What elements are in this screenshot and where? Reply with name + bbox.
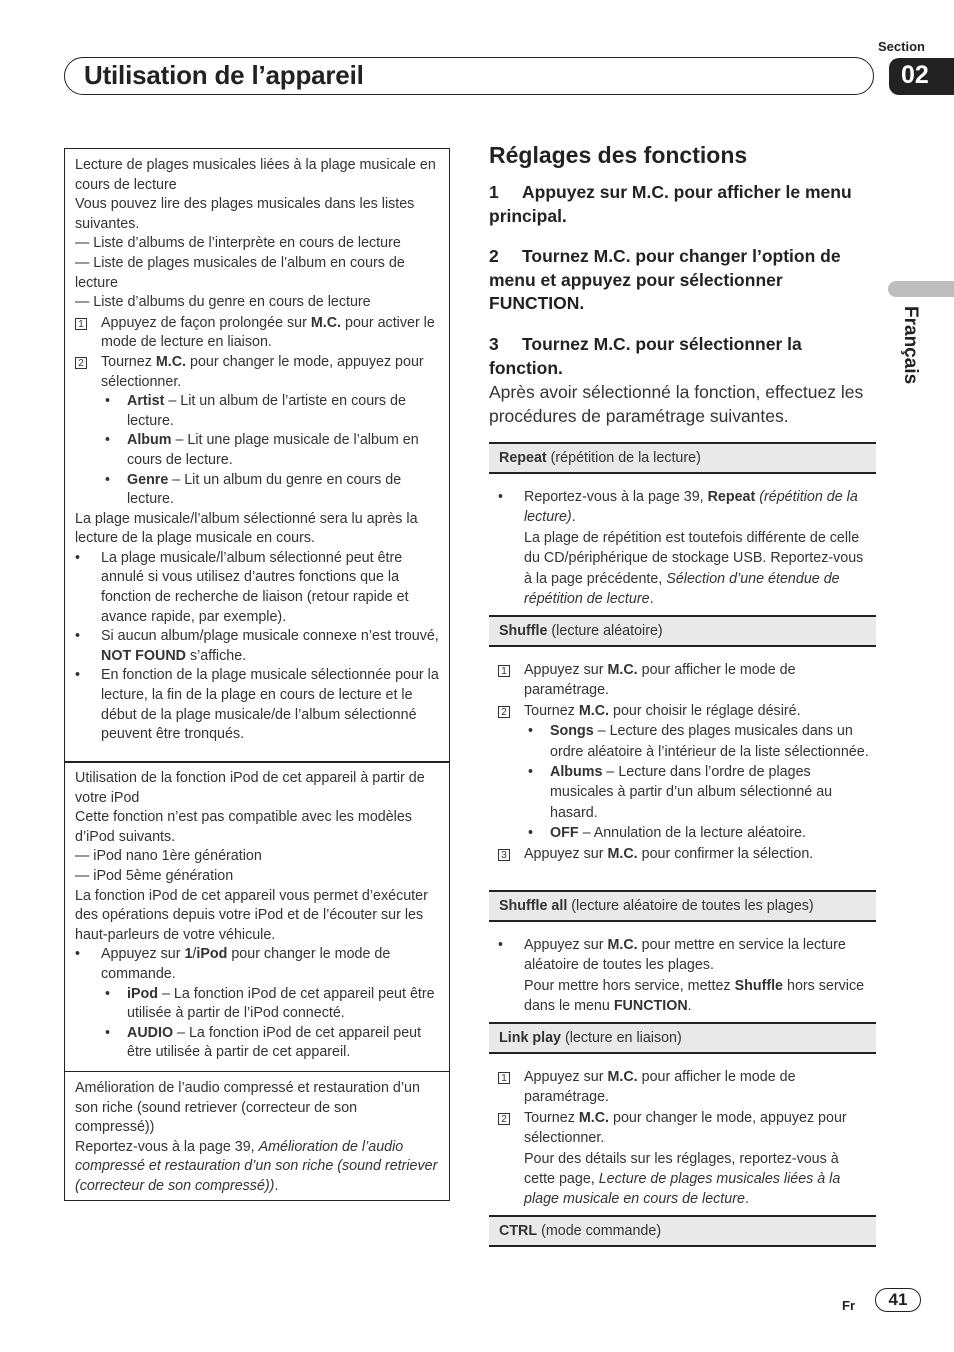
box-intro: Utilisation de la fonction iPod de cet appareil à partir de votre iPod [75,770,425,806]
step-number-icon: 2 [75,357,87,369]
numbered-step: 1 Appuyez de façon prolongée sur M.C. pour activer le mode de lecture en liaison. [75,314,440,353]
language-tab-marker [888,281,954,297]
language-tab-label: Français [900,306,921,385]
bullet-icon: • [498,937,504,953]
note-text: La plage musicale/l’album sélectionné sera lu après la lecture de la plage musicale en cours. [75,510,418,547]
repeat-header: Repeat (répétition de la lecture) [489,442,876,474]
shuffle-all-content [498,935,870,1017]
numbered-step: 2 Tournez M.C. pour changer le mode, appuyez pour sélectionner. Pour des détails sur les réglages, reportez-vous à cette page, Lecture de plages musicales liées à la plage musicale en cours de lecture. [498,1108,870,1210]
dash-item: — Liste d’albums du genre en cours de lecture [75,294,371,311]
step-number-icon: 1 [75,318,87,330]
option-item: • AUDIO – La fonction iPod de cet appareil peut être utilisée à partir de cet appareil. [101,1024,440,1063]
bullet-icon: • [105,471,111,488]
bullet-item: • Reportez-vous à la page 39, Repeat (répétition de la lecture). La plage de répétition est toutefois différente de celle du CD/périphérique de stockage USB. Reportez-vous à la page précédente, Sélection d’une étendue de répétition de lecture. [498,487,870,609]
bullet-item: • La plage musicale/l’album sélectionné peut être annulé si vous utilisez d’autres fonctions que la fonction de recherche de liaison (retour rapide et avance rapide, par exemple). [75,549,440,627]
box-intro: Vous pouvez lire des plages musicales dans les listes suivantes. [75,196,415,232]
instruction-step: 3 Tournez M.C. pour sélectionner la fonction. [489,334,802,378]
section-number-badge: 02 [889,58,954,95]
bullet-icon: • [105,432,111,449]
step-description: Après avoir sélectionné la fonction, effectuez les procédures de paramétrage suivantes. [489,382,864,426]
instruction-step: 2 Tournez M.C. pour changer l’option de menu et appuyez pour sélectionner FUNCTION. [489,246,841,313]
option-item: • Album – Lit une plage musicale de l’album en cours de lecture. [101,431,440,470]
bullet-icon: • [75,549,81,566]
step-number-icon: 2 [498,1113,510,1125]
bullet-icon: • [75,946,81,963]
bullet-icon: • [105,1024,111,1041]
reference-text: Reportez-vous à la page 39, Amélioration de l’audio compressé et restauration d’un son riche (sound retriever (correcteur de son compressé)). [75,1138,438,1194]
bullet-icon: • [498,489,504,505]
numbered-step: 3 Appuyez sur M.C. pour confirmer la sélection. [498,844,870,864]
step-number-icon: 1 [498,665,510,677]
shuffle-header: Shuffle (lecture aléatoire) [489,615,876,647]
dash-item: — iPod nano 1ère génération [75,848,262,865]
bullet-icon: • [105,985,111,1002]
numbered-step: 2 Tournez M.C. pour choisir le réglage désiré. [498,701,870,721]
numbered-step: 1 Appuyez sur M.C. pour afficher le mode de paramétrage. [498,1067,870,1108]
numbered-step: 2 Tournez M.C. pour changer le mode, appuyez pour sélectionner. [75,353,440,392]
link-play-info-box [64,148,450,763]
ipod-function-info-box [64,761,450,1072]
option-item: • Genre – Lit un album du genre en cours de lecture. [101,471,440,510]
bullet-icon: • [528,825,534,842]
step-number-icon: 2 [498,706,510,718]
box-intro: Amélioration de l’audio compressé et restauration d’un son riche (sound retriever (correcteur de son compressé)) [75,1080,420,1136]
instruction-step: 1 Appuyez sur M.C. pour afficher le menu principal. [489,182,852,226]
box-description: La fonction iPod de cet appareil vous permet d’exécuter des opérations depuis votre iPod et de l’écouter sur les haut-parleurs de votre véhicule. [75,887,428,943]
dash-item: — Liste de plages musicales de l’album en cours de lecture [75,254,405,291]
option-item: • Albums – Lecture dans l’ordre de plages musicales à partir d’un album sélectionné au hasard. [524,762,870,823]
sound-retriever-info-box [64,1071,450,1201]
repeat-content [498,487,870,609]
dash-item: — Liste d’albums de l’interprète en cours de lecture [75,235,401,252]
option-item: • Songs – Lecture des plages musicales dans un ordre aléatoire à l’intérieur de la liste sélectionnée. [524,721,870,762]
option-item: • Artist – Lit un album de l’artiste en cours de lecture. [101,392,440,431]
bullet-item: • Appuyez sur 1/iPod pour changer le mode de commande. [75,945,440,984]
page-number: 41 [875,1288,921,1312]
shuffle-content [498,660,870,864]
box-intro: Lecture de plages musicales liées à la plage musicale en cours de lecture [75,157,436,193]
page-title: Utilisation de l’appareil [84,60,364,90]
bullet-icon: • [75,667,81,684]
link-play-header: Link play (lecture en liaison) [489,1022,876,1054]
bullet-item: • En fonction de la plage musicale sélectionnée pour la lecture, la fin de la plage en cours de lecture et le début de la plage musicale/de l’album sélectionné peuvent être tronqués. [75,666,440,744]
link-play-content [498,1067,870,1210]
step-number-icon: 1 [498,1072,510,1084]
section-heading: Réglages des fonctions [489,142,748,168]
bullet-icon: • [105,393,111,410]
step-number-icon: 3 [498,849,510,861]
option-item: • OFF – Annulation de la lecture aléatoire. [524,823,870,843]
shuffle-all-header: Shuffle all (lecture aléatoire de toutes les plages) [489,890,876,922]
bullet-icon: • [75,628,81,645]
section-label: Section [878,39,925,54]
bullet-item: • Si aucun album/plage musicale connexe n’est trouvé, NOT FOUND s’affiche. [75,627,440,666]
bullet-icon: • [528,764,534,781]
bullet-item: • Appuyez sur M.C. pour mettre en service la lecture aléatoire de toutes les plages. Pour mettre hors service, mettez Shuffle hors service dans le menu FUNCTION. [498,935,870,1017]
dash-item: — iPod 5ème génération [75,867,234,884]
numbered-step: 1 Appuyez sur M.C. pour afficher le mode de paramétrage. [498,660,870,701]
footer-language: Fr [842,1298,855,1313]
option-item: • iPod – La fonction iPod de cet appareil peut être utilisée à partir de l’iPod connecté. [101,985,440,1024]
ctrl-header: CTRL (mode commande) [489,1215,876,1247]
bullet-icon: • [528,723,534,740]
box-intro: Cette fonction n’est pas compatible avec les modèles d’iPod suivants. [75,809,412,845]
